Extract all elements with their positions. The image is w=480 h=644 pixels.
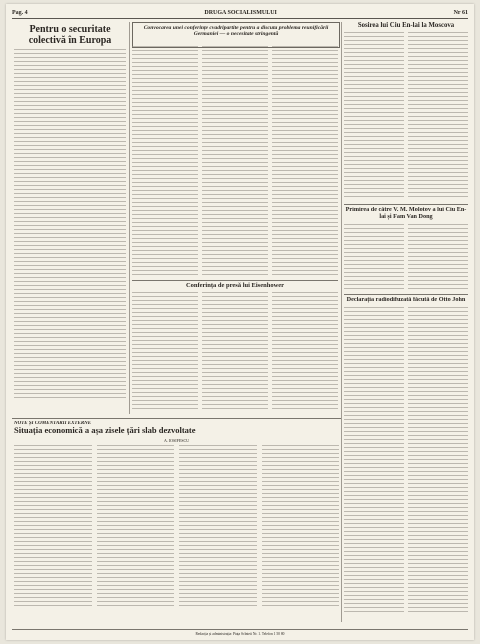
- article-securitate: [14, 24, 126, 414]
- article-conferinta-cvadripartita: [132, 22, 340, 48]
- article-molotov: [344, 207, 468, 291]
- newspaper-page: [6, 4, 474, 640]
- section-rule: [12, 418, 341, 419]
- footer-imprint: Redacția și administrația: Piața Scînteii Nr. 1. Telefon 1 50 80: [12, 629, 468, 638]
- newspaper-name: DRUGA SOCIALISMULUI: [204, 10, 277, 16]
- article-otto-john: [344, 297, 468, 622]
- byline: A. IOSIFESCU: [163, 438, 190, 444]
- column-rule: [129, 22, 130, 414]
- section-rule: [344, 294, 468, 295]
- article-eisenhower: [132, 282, 338, 414]
- headline-situatia-economica: Situația economică a așa zisele țări slab dezvoltate: [14, 425, 196, 435]
- column-rule: [341, 22, 342, 622]
- page-number: Pag. 4: [12, 10, 28, 16]
- headline-otto-john: Declarația radiodifuzată făcută de Otto John: [346, 297, 466, 303]
- headline-eisenhower: Conferința de presă lui Eisenhower: [185, 282, 285, 289]
- article-situatia-economica: [14, 421, 339, 621]
- headline-ciu-en-lai: Sosirea lui Ciu En-lai la Moscova: [357, 22, 455, 29]
- section-rule: [344, 204, 468, 205]
- section-label: NOTE ȘI COMENTARII EXTERNE: [14, 421, 92, 426]
- body-text-securitate: [14, 49, 126, 399]
- body-conferinta-cvadripartita: [132, 46, 338, 278]
- section-rule: [132, 280, 338, 281]
- article-ciu-en-lai: [344, 22, 468, 202]
- issue-number: Nr 61: [453, 10, 468, 16]
- masthead: [12, 8, 468, 19]
- headline-securitate: Pentru o securitate colectivă în Europa: [28, 24, 112, 46]
- headline-conferinta-cvadripartita: Convocarea unei conferințe cvadripartite pentru a discuta problema reunificării Germaniei — o necesitate stringentă: [143, 25, 329, 38]
- headline-molotov: Primirea de către V. M. Molotov a lui Ciu En-lai și Fam Van Dong: [345, 207, 467, 220]
